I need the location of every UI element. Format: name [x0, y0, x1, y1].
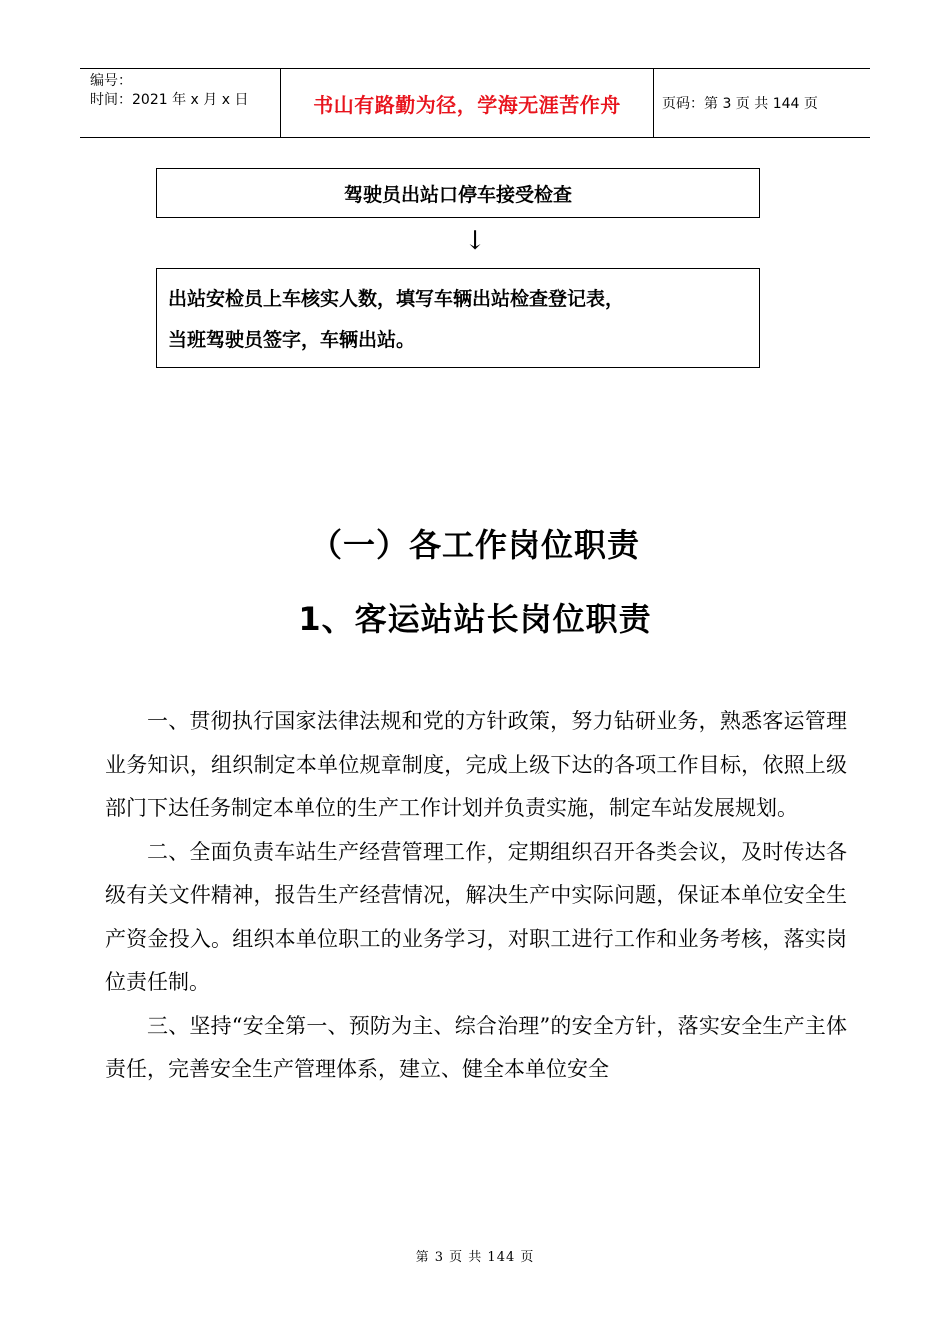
- flow-step-inspector: [156, 268, 760, 368]
- subsection-title: 1、客运站站长岗位职责: [298, 600, 652, 638]
- body-text: [105, 700, 847, 1092]
- paragraph: 二、全面负责车站生产经营管理工作，定期组织召开各类会议，及时传达各级有关文件精神，报告生产经营情况，解决生产中实际问题，保证本单位安全生产资金投入。组织本单位职工的业务学习，对职工进行工作和业务考核，落实岗位责任制。: [105, 839, 847, 994]
- header-meta: [80, 69, 281, 137]
- date-label: 时间：2021 年 x 月 x 日: [90, 92, 249, 108]
- paragraph: 一、贯彻执行国家法律法规和党的方针政策，努力钻研业务，熟悉客运管理业务知识，组织制定本单位规章制度，完成上级下达的各项工作目标，依照上级部门下达任务制定本单位的生产工作计划并负责实施，制定车站发展规划。: [105, 709, 847, 820]
- number-label: 编号：: [90, 73, 132, 89]
- flow-step-line: 出站安检员上车核实人数，填写车辆出站检查登记表，: [168, 288, 625, 310]
- page-footer: 第 3 页 共 144 页: [415, 1250, 535, 1265]
- flow-step-line: 当班驾驶员签字，车辆出站。: [168, 329, 416, 351]
- page-header: [80, 68, 870, 138]
- header-motto: 书山有路勤为径，学海无涯苦作舟: [281, 69, 654, 137]
- flow-step-driver-check: 驾驶员出站口停车接受检查: [156, 168, 760, 218]
- flow-down-arrow-icon: ↓: [464, 226, 486, 256]
- section-title: （一）各工作岗位职责: [309, 526, 640, 564]
- paragraph: 三、坚持“安全第一、预防为主、综合治理”的安全方针，落实安全生产主体责任，完善安全生产管理体系，建立、健全本单位安全: [105, 1013, 847, 1081]
- header-page-info: 页码：第 3 页 共 144 页: [662, 96, 818, 112]
